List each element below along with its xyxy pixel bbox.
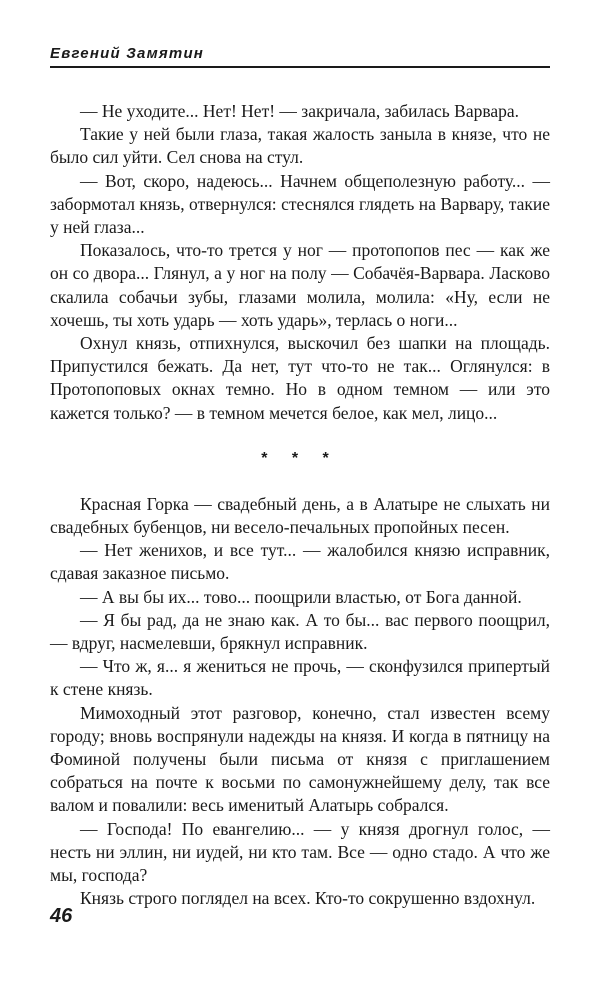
header-author: Евгений Замятин [50, 45, 205, 62]
paragraph: Охнул князь, отпихнулся, выскочил без шапки на площадь. Припустился бежать. Да нет, тут что-то не так... Оглянулся: в Протопоповых окнах темно. Но в одном темном — или это кажется только? — в темном мечется белое, как мел, лицо... [50, 333, 550, 423]
paragraph: — Я бы рад, да не знаю как. А то бы... вас первого поощрил, — вдруг, насмелевши, брякнул исправник. [50, 609, 550, 654]
paragraph: — Господа! По евангелию... — у князя дрогнул голос, — несть ни эллин, ни иудей, ни кто там. Все — одно стадо. А что же мы, господа? [50, 818, 550, 886]
paragraph: — Не уходите... Нет! Нет! — закричала, забилась Варвара. [80, 101, 520, 121]
paragraph: Такие у ней были глаза, такая жалость заныла в князе, что не было сил уйти. Сел снова на стул. [50, 124, 550, 168]
paragraph: Показалось, что-то трется у ног — протопопов пес — как же он со двора... Глянул, а у ног на полу — Собачёя-Варвара. Ласково скалила собачьи зубы, глазами молила, молила: «Ну, если не хочешь, ты хоть ударь — хоть ударь», терлась о ноги... [50, 240, 550, 330]
paragraph: Мимоходный этот разговор, конечно, стал известен всему городу; вновь воспрянули надежды на князя. И когда в пятницу на Фоминой получены были письма от князя с приглашением собраться на почте к восьми по самонужнейшему делу, так все валом и повалили: весь именитый Алатырь собрался. [50, 702, 550, 816]
page-number: 46 [50, 905, 73, 927]
paragraph: — Нет женихов, и все тут... — жалобился князю исправник, сдавая заказное письмо. [50, 540, 550, 584]
paragraph: — Вот, скоро, надеюсь... Начнем общеполезную работу... — забормотал князь, отвернулся: стеснялся глядеть на Варвару, такие у ней глаза... [50, 170, 550, 238]
body-text [50, 100, 550, 911]
paragraph: — Что ж, я... я жениться не прочь, — сконфузился припертый к стене князь. [50, 656, 550, 700]
running-header [50, 44, 550, 68]
paragraph: Красная Горка — свадебный день, а в Алатыре не слыхать ни свадебных бубенцов, ни весело-печальных пропойных песен. [50, 493, 550, 538]
paragraph: Князь строго поглядел на всех. Кто-то сокрушенно вздохнул. [80, 888, 536, 909]
paragraph: — А вы бы их... тово... поощрили властью, от Бога данной. [80, 586, 522, 607]
section-separator: * * * [261, 449, 339, 467]
